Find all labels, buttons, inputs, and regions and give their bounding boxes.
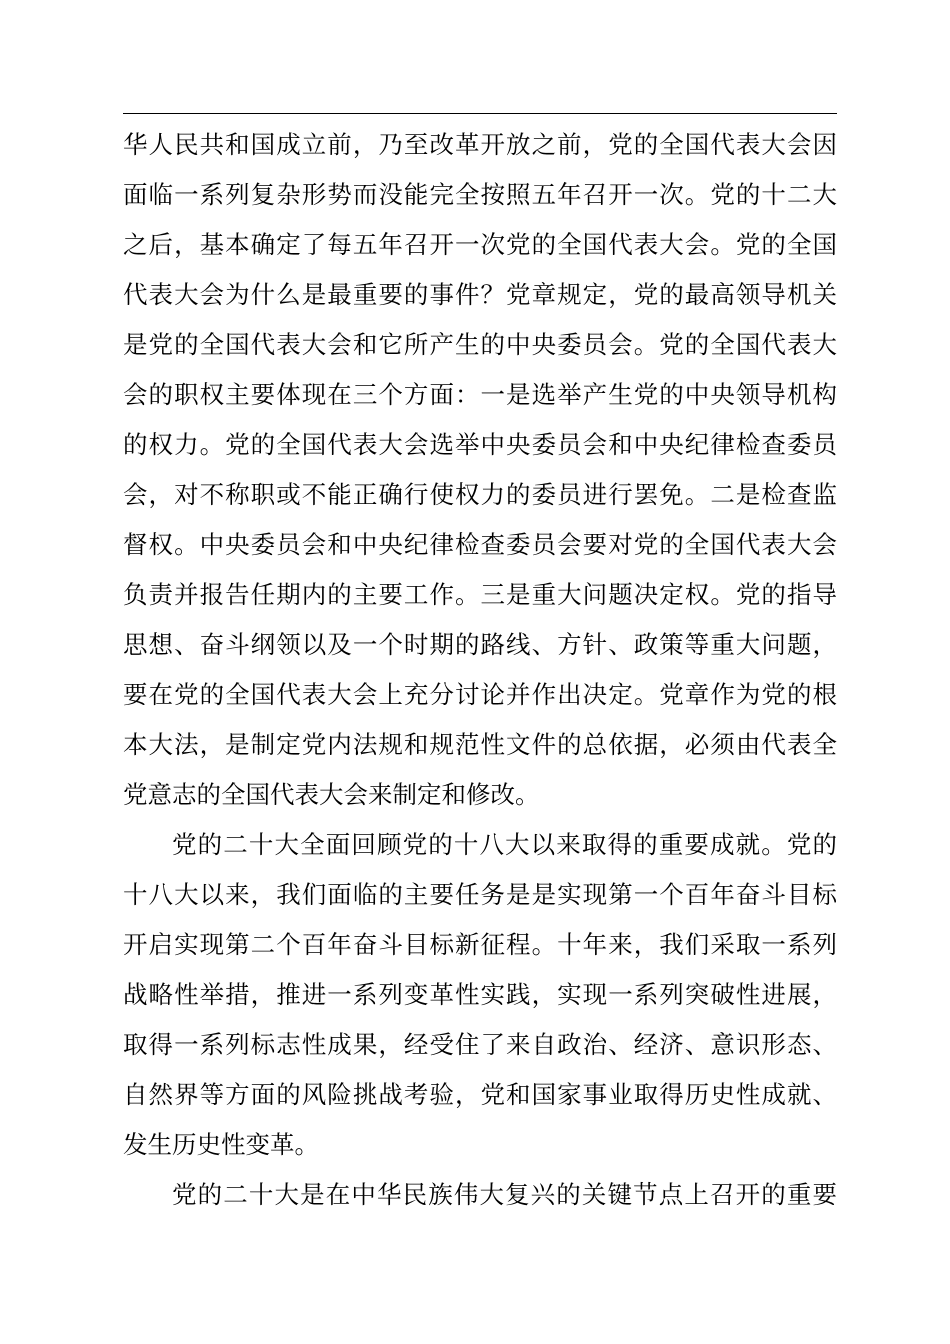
text-line: 取得一系列标志性成果，经受住了来自政治、经济、意识形态、 xyxy=(123,1030,837,1059)
document-body xyxy=(123,120,837,1220)
text-line: 负责并报告任期内的主要工作。三是重大问题决定权。党的指导 xyxy=(123,580,837,609)
text-line: 代表大会为什么是最重要的事件？党章规定，党的最高领导机关 xyxy=(123,280,837,309)
text-line: 要在党的全国代表大会上充分讨论并作出决定。党章作为党的根 xyxy=(123,680,837,709)
text-line: 是党的全国代表大会和它所产生的中央委员会。党的全国代表大 xyxy=(123,330,837,359)
text-line: 本大法，是制定党内法规和规范性文件的总依据，必须由代表全 xyxy=(123,730,837,759)
text-line: 战略性举措，推进一系列变革性实践，实现一系列突破性进展， xyxy=(123,980,837,1009)
text-line: 开启实现第二个百年奋斗目标新征程。十年来，我们采取一系列 xyxy=(123,930,837,959)
text-line: 督权。中央委员会和中央纪律检查委员会要对党的全国代表大会 xyxy=(123,530,837,559)
text-line: 党意志的全国代表大会来制定和修改。 xyxy=(123,780,540,809)
paragraph-1 xyxy=(123,120,837,820)
text-line: 之后，基本确定了每五年召开一次党的全国代表大会。党的全国 xyxy=(123,230,837,259)
text-line: 华人民共和国成立前，乃至改革开放之前，党的全国代表大会因 xyxy=(123,130,837,159)
text-line: 十八大以来，我们面临的主要任务是是实现第一个百年奋斗目标 xyxy=(123,880,837,909)
paragraph-2 xyxy=(123,820,837,1170)
text-line: 会，对不称职或不能正确行使权力的委员进行罢免。二是检查监 xyxy=(123,480,837,509)
text-line: 的权力。党的全国代表大会选举中央委员会和中央纪律检查委员 xyxy=(123,430,837,459)
text-line: 思想、奋斗纲领以及一个时期的路线、方针、政策等重大问题， xyxy=(123,630,837,659)
text-line: 发生历史性变革。 xyxy=(123,1130,319,1159)
paragraph-3 xyxy=(123,1170,837,1220)
text-line: 面临一系列复杂形势而没能完全按照五年召开一次。党的十二大 xyxy=(123,180,837,209)
text-line: 党的二十大是在中华民族伟大复兴的关键节点上召开的重要 xyxy=(172,1180,837,1209)
text-line: 党的二十大全面回顾党的十八大以来取得的重要成就。党的 xyxy=(172,830,837,859)
header-rule xyxy=(123,113,837,114)
text-line: 自然界等方面的风险挑战考验，党和国家事业取得历史性成就、 xyxy=(123,1080,837,1109)
text-line: 会的职权主要体现在三个方面：一是选举产生党的中央领导机构 xyxy=(123,380,837,409)
